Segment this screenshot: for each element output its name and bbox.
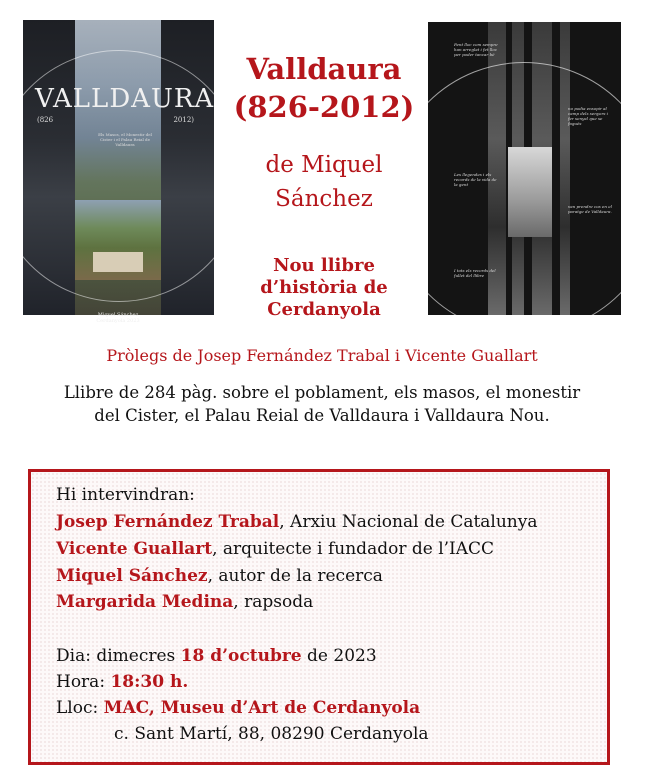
description-line2: del Cister, el Palau Reial de Valldaura i Valldaura Nou. [94, 406, 550, 425]
speaker-row [56, 512, 538, 532]
time-value: 18:30 h. [110, 672, 189, 692]
book-author-line1: de Miquel [265, 152, 383, 178]
tagline-line3: Cerdanyola [267, 299, 381, 320]
speaker-name: Josep Fernández Trabal [56, 512, 280, 532]
book-title: Valldaura [246, 52, 402, 86]
cover-note: Les llegendes i els records de la vida de la gent [454, 172, 497, 187]
speaker-row [56, 592, 313, 612]
place-label: Lloc: [56, 698, 104, 718]
cover-stone-image [508, 147, 552, 237]
speaker-name: Vicente Guallart [56, 539, 213, 559]
cover-note: no podia ensopir al camp dels senyors i fer senyal que se fagués [568, 106, 608, 126]
cover-author [83, 312, 153, 324]
cover-title: VALLDAURA [35, 84, 215, 114]
cover-subtitle: Els Masos, el Monestir del Cister i el Palau Reial de Valldaura [98, 132, 152, 147]
event-address: c. Sant Martí, 88, 08290 Cerdanyola [114, 724, 429, 744]
place-value: MAC, Museu d’Art de Cerdanyola [103, 698, 421, 718]
book-years: (826-2012) [233, 90, 415, 124]
date-suffix: de 2023 [301, 646, 377, 666]
date-value: 18 d’octubre [180, 646, 302, 666]
event-time [56, 672, 188, 692]
cover-author-name: Miquel Sánchez [97, 312, 139, 318]
cover-place-year: Cerdanyola 2023 [96, 318, 140, 324]
event-date [56, 646, 377, 666]
speaker-row [56, 566, 383, 586]
cover-note: Fent lloc com sempre han arreglat i fet lloc per poder tancar bé [454, 42, 498, 57]
cover-palace-image [93, 252, 143, 272]
event-place [56, 698, 420, 718]
cover-year-start: (826 [37, 116, 54, 124]
speaker-role: , rapsoda [233, 592, 314, 612]
speakers-intro: Hi intervindran: [56, 485, 195, 505]
cover-note: van prendre cos en el paratge de Valldaura. [568, 204, 612, 214]
speaker-name: Margarida Medina [56, 592, 234, 612]
tagline-line2: d’història de [260, 277, 388, 298]
book-cover-front [23, 20, 215, 324]
description-line1: Llibre de 284 pàg. sobre el poblament, els masos, el monestir [63, 383, 581, 402]
cover-note: I tots els records del fullet del llibre [454, 268, 496, 278]
speaker-row [56, 539, 494, 559]
book-cover-back [428, 22, 621, 315]
tagline-line1: Nou llibre [273, 255, 375, 276]
book-author-line2: Sánchez [275, 186, 373, 212]
speaker-role: , arquitecte i fundador de l’IACC [212, 539, 495, 559]
speaker-role: , Arxiu Nacional de Catalunya [279, 512, 538, 532]
cover-year-end: 2012) [173, 116, 194, 124]
time-label: Hora: [56, 672, 111, 692]
speaker-role: , autor de la recerca [207, 566, 383, 586]
prologues-line: Pròlegs de Josep Fernández Trabal i Vicente Guallart [106, 346, 538, 365]
date-label: Dia: dimecres [56, 646, 181, 666]
speaker-name: Miquel Sánchez [56, 566, 208, 586]
